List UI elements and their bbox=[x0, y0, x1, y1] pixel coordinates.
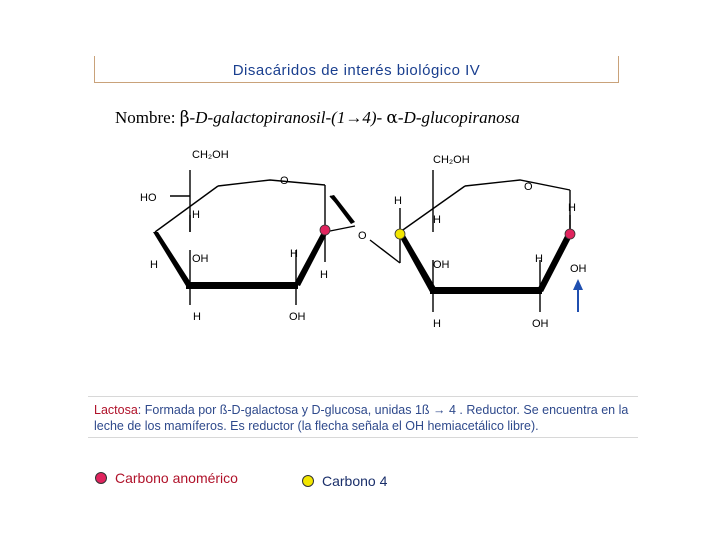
carbon4-dot-icon bbox=[302, 475, 314, 487]
anomeric-marker-ring1 bbox=[320, 225, 330, 235]
ring2-h-c2-label: H bbox=[535, 253, 543, 265]
legend-anomeric-label: Carbono anomérico bbox=[115, 470, 238, 486]
link-o-label: O bbox=[358, 230, 367, 242]
anomeric-marker-ring2 bbox=[565, 229, 575, 239]
ring1-o-label: O bbox=[280, 175, 289, 187]
legend-anomeric bbox=[95, 470, 238, 486]
page-title: Disacáridos de interés biológico IV bbox=[232, 62, 481, 79]
ring1-ch2oh-label: CH₂OH bbox=[192, 149, 229, 161]
ring1-h-c4-label: H bbox=[192, 209, 200, 221]
ring1-h-c4-bottom-label: H bbox=[150, 259, 158, 271]
reducing-arrow-icon bbox=[573, 279, 583, 290]
name-part2: -D-glucopiranosa bbox=[397, 108, 520, 127]
ring2-oh-c3-label: OH bbox=[433, 259, 450, 271]
ring1-ho-label: HO bbox=[140, 192, 157, 204]
ring1-oh-c2-label: OH bbox=[289, 311, 306, 323]
ring1-c5-c4 bbox=[155, 186, 218, 232]
ring1-oh-c3-label: OH bbox=[192, 253, 209, 265]
ring1-h-c2-label: H bbox=[290, 248, 298, 260]
ring1-h-c1-label: H bbox=[320, 269, 328, 281]
anomeric-dot-icon bbox=[95, 472, 107, 484]
ring2-o-bonds bbox=[465, 180, 570, 190]
description-text bbox=[94, 402, 634, 434]
description-keyword: Lactosa bbox=[94, 403, 138, 417]
ring2-bold-c4c3 bbox=[398, 232, 437, 292]
carbon4-marker bbox=[395, 229, 405, 239]
link-o-c4 bbox=[370, 240, 400, 263]
legend-carbon4-label: Carbono 4 bbox=[322, 473, 388, 489]
name-part1: -D-galactopiranosil-(1→4)- bbox=[189, 108, 383, 127]
ring2-oh-c2-label: OH bbox=[532, 318, 549, 330]
ring2-bold-c3c2 bbox=[430, 287, 542, 294]
legend-carbon4 bbox=[302, 473, 387, 489]
ring2-h-c3-label: H bbox=[433, 318, 441, 330]
ring1-bold-c4c3 bbox=[153, 232, 193, 286]
ring1-h-c3-label: H bbox=[193, 311, 201, 323]
ring2-h-c4-label: H bbox=[433, 214, 441, 226]
description-box bbox=[88, 396, 638, 438]
ring2-oh-c1-label: OH bbox=[570, 263, 587, 275]
ring1-bold-c3c2 bbox=[186, 282, 298, 289]
ring2-ch2oh-label: CH₂OH bbox=[433, 154, 470, 166]
alpha-symbol: α bbox=[386, 108, 398, 128]
ring1-bold-bonds bbox=[153, 232, 327, 289]
description-body: : Formada por ß-D-galactosa y D-glucosa, unidas 1ß → 4 . Reductor. Se encuentra en la leche de los mamíferos. Es reductor (la flecha señala el OH hemiacetálico libre). bbox=[94, 403, 629, 433]
name-label: Nombre: bbox=[115, 108, 176, 127]
beta-symbol: β bbox=[179, 108, 190, 128]
ring2-h-c1-label: H bbox=[568, 202, 576, 214]
ring2-o-label: O bbox=[524, 181, 533, 193]
link-h-label: H bbox=[394, 195, 402, 207]
ring2-bold-bonds bbox=[398, 232, 573, 294]
ring1-o-bonds bbox=[218, 180, 325, 186]
link-bold-wedge bbox=[330, 195, 355, 224]
